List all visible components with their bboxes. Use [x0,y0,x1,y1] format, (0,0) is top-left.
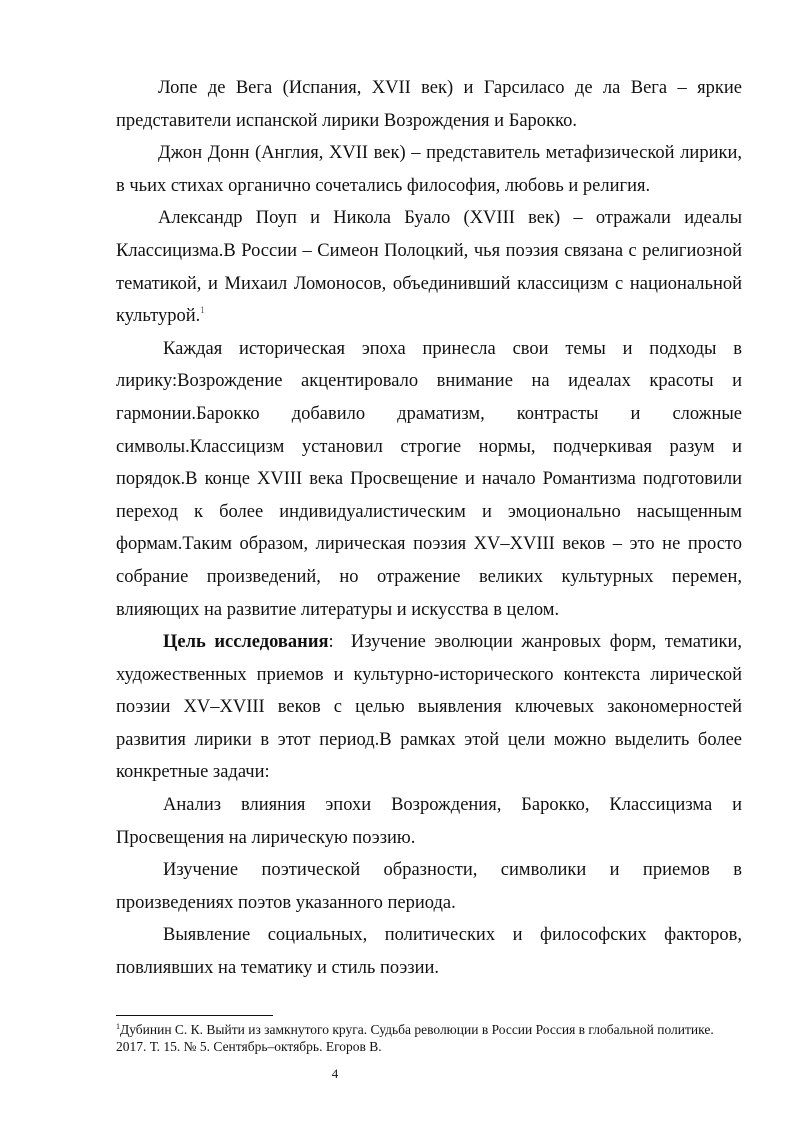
paragraph-text: Изучение поэтической образности, символики и приемов в произведениях поэтов указанного периода. [116,860,742,913]
research-goal-colon: : [328,632,334,653]
paragraph-text: Изучение эволюции жанровых форм, тематики, художественных приемов и культурно-исторического контекста лирической поэзии XV–XVIII веков с целью выявления ключевых закономерностей развития лирики в этот период.В рамках этой цели можно выделить более конкретные задачи: [116,632,742,783]
paragraph-text: Каждая историческая эпоха принесла свои темы и подходы в лирику:Возрождение акцентировало внимание на идеалах красоты и гармонии.Барокко добавило драматизм, контрасты и сложные символы.Классицизм установил строгие нормы, подчеркивая разум и порядок.В конце XVIII века Просвещение и начало Романтизма подготовили переход к более индивидуалистическим и эмоционально насыщенным формам.Таким образом, лирическая поэзия XV–XVIII веков – это не просто собрание произведений, но отражение великих культурных перемен, влияющих на развитие литературы и искусства в целом. [116,338,742,620]
paragraph-pope-boileau [116,202,742,332]
paragraph-text: Александр Поуп и Никола Буало (XVIII век) – отражали идеалы Классицизма.В России – Симеон Полоцкий, чья поэзия связана с религиозной тематикой, и Михаил Ломоносов, объединивший классицизм с национальной культурой. [116,208,742,327]
paragraph-lope-de-vega [116,72,742,137]
paragraph-research-goal [116,626,742,789]
footnote-reference[interactable]: 1 [200,305,205,316]
paragraph-text: Джон Донн (Англия, XVII век) – представитель метафизической лирики, в чьих стихах органично сочетались философия, любовь и религия. [116,143,742,196]
footnote-number: 1 [116,1022,120,1031]
footnote-separator [116,1015,273,1016]
paragraph-john-donne [116,137,742,202]
body-text [116,72,742,985]
research-goal-label: Цель исследования [163,632,329,653]
paragraph-historical-epochs [116,333,742,626]
paragraph-task-analysis [116,789,742,854]
footnote [116,1021,742,1055]
paragraph-task-imagery [116,854,742,919]
paragraph-text: Выявление социальных, политических и философских факторов, повлиявших на тематику и стиль поэзии. [116,925,742,979]
paragraph-text: Лопе де Вега (Испания, XVII век) и Гарсиласо де ла Вега – яркие представители испанской лирики Возрождения и Барокко. [116,78,742,131]
page-number: 4 [331,1066,339,1081]
footnote-text: Дубинин С. К. Выйти из замкнутого круга. Судьба революции в России Россия в глобальной политике. 2017. Т. 15. № 5. Сентябрь–октябрь. Егоров В. [116,1022,714,1054]
paragraph-task-factors [116,919,742,984]
paragraph-text: Анализ влияния эпохи Возрождения, Барокко, Классицизма и Просвещения на лирическую поэзию. [116,795,742,848]
